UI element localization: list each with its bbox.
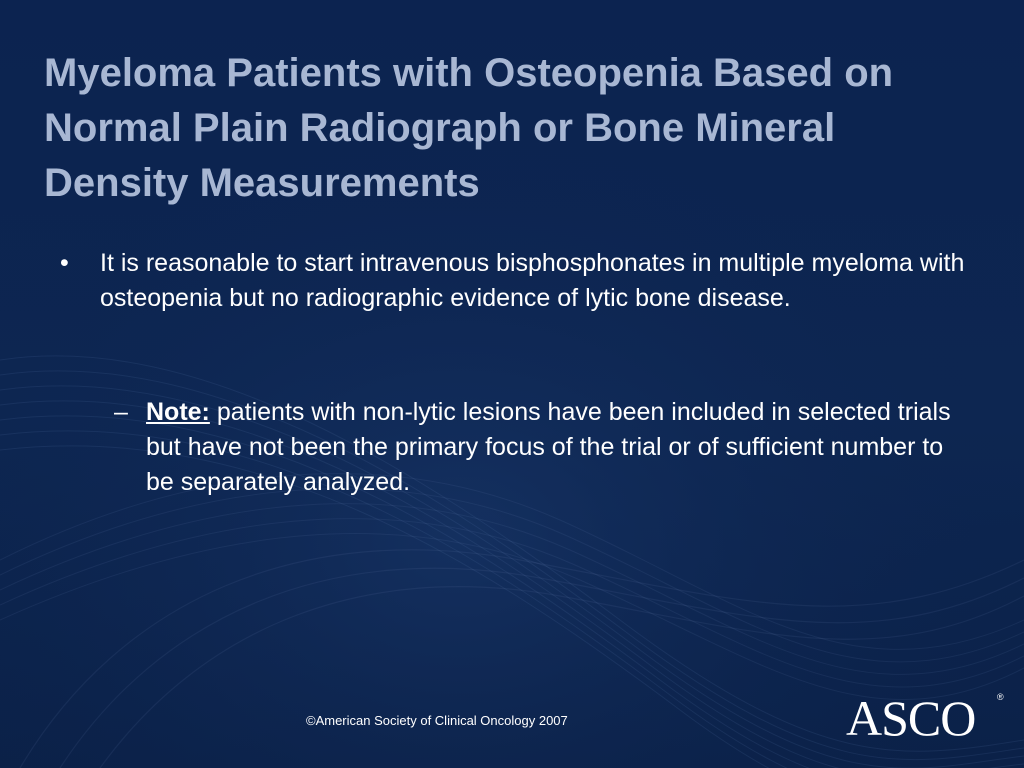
note-label: Note: [146,398,210,426]
registered-mark: ® [997,692,1004,702]
copyright-footer: ©American Society of Clinical Oncology 2007 [306,713,568,728]
sub-bullet-marker: – [114,398,128,426]
sub-bullet-text: patients with non-lytic lesions have been included in selected trials but have not been the primary focus of the trial or of sufficient number to be separately analyzed. [146,398,951,496]
logo-text: ASCO [846,690,976,746]
bullet-text: It is reasonable to start intravenous bisphosphonates in multiple myeloma with osteopenia but no radiographic evidence of lytic bone disease. [100,249,965,312]
asco-logo [842,688,1012,754]
sub-bullet-text-block [146,395,956,500]
slide-title: Myeloma Patients with Osteopenia Based on Normal Plain Radiograph or Bone Mineral Density Measurements [44,51,894,205]
bullet-marker: • [60,249,69,277]
